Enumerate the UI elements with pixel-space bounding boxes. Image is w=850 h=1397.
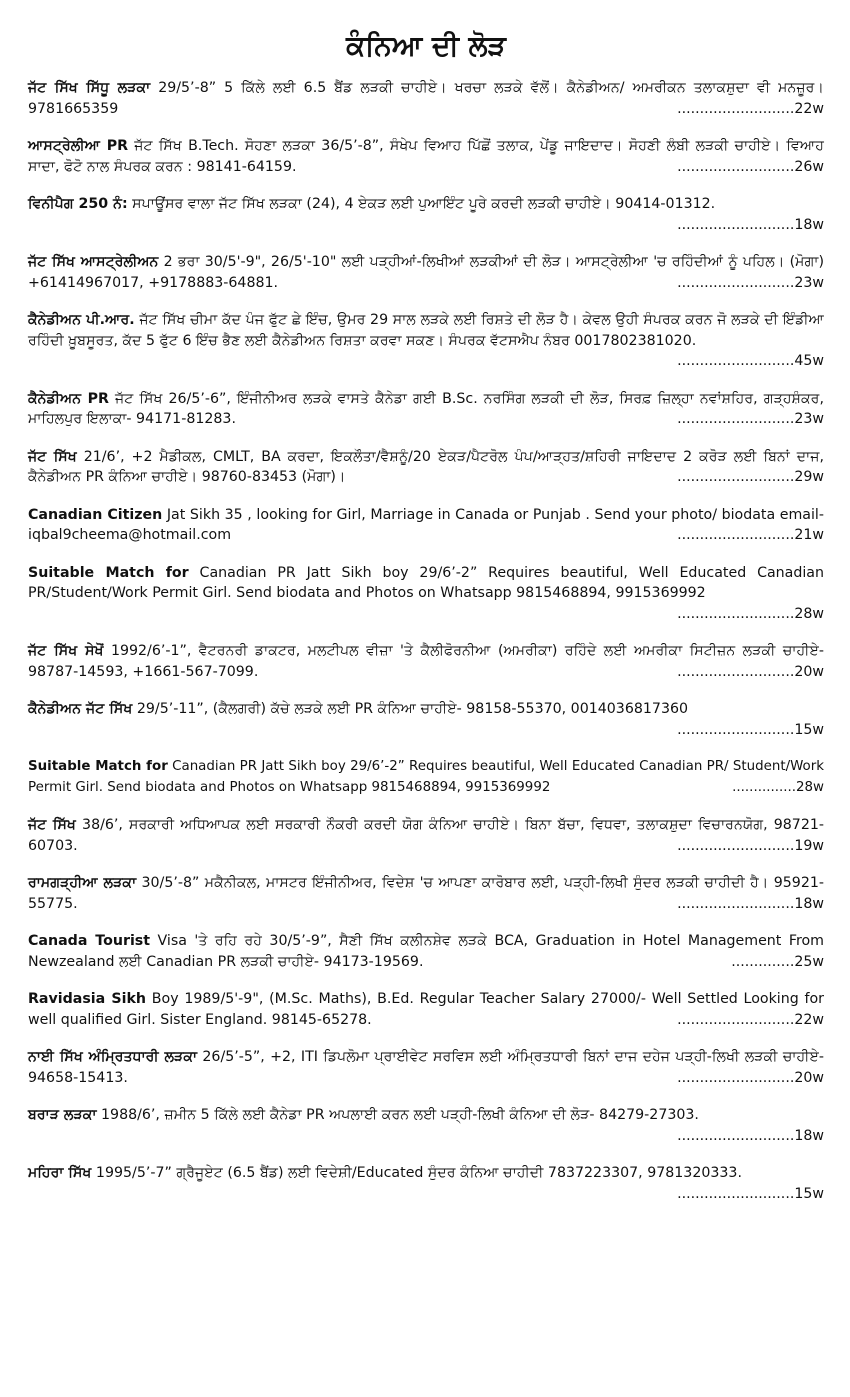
ad-lead: ਜੱਟ ਸਿੱਖ ਸੇਖੋਂ [28, 643, 104, 659]
ad-item [28, 78, 824, 119]
ad-lead: ਬਰਾੜ ਲੜਕਾ [28, 1107, 97, 1123]
ad-text: 1988/6’, ਜ਼ਮੀਨ 5 ਕਿੱਲੇ ਲਈ ਕੈਨੇਡਾ PR ਅਪਲਾਈ ਕਰਨ ਲਈ ਪੜ੍ਹੀ-ਲਿਖੀ ਕੰਨਿਆ ਦੀ ਲੋੜ- 84279-27303. [96, 1107, 699, 1123]
ad-code: ..........................21w [677, 527, 824, 543]
ad-item [28, 873, 824, 914]
ad-code: ..........................20w [677, 1069, 824, 1086]
ad-text: Canadian PR Jatt Sikh boy 29/6’-2” Requires beautiful, Well Educated Canadian PR/Student/Work Permit Girl. Send biodata and Photos on Whatsapp 9815468894, 9915369992 [28, 564, 824, 601]
ad-lead: ਵਿਨੀਪੈਗ 250 ਨੰ: [28, 196, 128, 212]
ad-item [28, 447, 824, 488]
ad-lead: ਜੱਟ ਸਿੱਖ [28, 817, 76, 833]
ad-text: Boy 1989/5'-9", (M.Sc. Maths), B.Ed. Regular Teacher Salary 27000/- Well Settled Looking for well qualified Girl. Sister England. 98145-65278. [28, 991, 824, 1028]
ad-code: ..........................28w [677, 605, 824, 622]
ad-code: ..........................19w [677, 837, 824, 854]
ad-text: Canadian PR Jatt Sikh boy 29/6’-2” Requires beautiful, Well Educated Canadian PR/ Student/Work Permit Girl. Send biodata and Photos on Whatsapp 9815468894, 9915369992 [28, 759, 824, 795]
ad-text: 26/5’-5”, +2, ITI ਡਿਪਲੋਮਾ ਪ੍ਰਾਈਵੇਟ ਸਰਵਿਸ ਲਈ ਅੰਮ੍ਰਿਤਧਾਰੀ ਬਿਨਾਂ ਦਾਜ ਦਹੇਜ ਪੜ੍ਹੀ-ਲਿਖੀ ਲੜਕੀ ਚਾਹੀਏ- 94658-15413. [28, 1049, 824, 1086]
ad-text: ਜੱਟ ਸਿੱਖ B.Tech. ਸੋਹਣਾ ਲੜਕਾ 36/5’-8”, ਸੰਖੇਪ ਵਿਆਹ ਪਿੱਛੋਂ ਤਲਾਕ, ਪੇਂਡੂ ਜਾਇਦਾਦ। ਸੋਹਣੀ ਲੰਬੀ ਲੜਕੀ ਚਾਹੀਏ। ਵਿਆਹ ਸਾਦਾ, ਫੋਟੋ ਨਾਲ ਸੰਪਰਕ ਕਰਨ : 98141-64159. [28, 138, 824, 175]
ad-text: ਜੱਟ ਸਿੱਖ 26/5’-6”, ਇੰਜੀਨੀਅਰ ਲੜਕੇ ਵਾਸਤੇ ਕੈਨੇਡਾ ਗਈ B.Sc. ਨਰਸਿੰਗ ਲੜਕੀ ਦੀ ਲੋੜ, ਸਿਰਫ਼ ਜ਼ਿਲ੍ਹਾ ਨਵਾਂਸ਼ਹਿਰ, ਗੜ੍ਹਸ਼ੰਕਰ, ਮਾਹਿਲਪੁਰ ਇਲਾਕਾ- 94171-81283. [28, 390, 824, 427]
ad-item [28, 563, 824, 625]
ad-lead: ਮਹਿਰਾ ਸਿੱਖ [28, 1165, 92, 1181]
ad-text: 30/5’-8” ਮਕੈਨੀਕਲ, ਮਾਸਟਰ ਇੰਜੀਨੀਅਰ, ਵਿਦੇਸ਼ 'ਚ ਆਪਣਾ ਕਾਰੋਬਾਰ ਲਈ, ਪੜ੍ਹੀ-ਲਿਖੀ ਸੁੰਦਰ ਲੜਕੀ ਚਾਹੀਦੀ ਹੈ। 95921-55775. [28, 875, 824, 912]
ad-code: ..........................45w [677, 353, 824, 369]
ad-list [28, 78, 824, 1204]
ad-code: ..........................15w [677, 1185, 824, 1202]
ad-code: ..........................18w [677, 216, 824, 233]
ad-lead: ਨਾਈ ਸਿੱਖ ਅੰਮ੍ਰਿਤਧਾਰੀ ਲੜਕਾ [28, 1049, 198, 1065]
ad-lead: Suitable Match for [28, 564, 189, 581]
ad-text: 2 ਭਰਾ 30/5'-9", 26/5'-10" ਲਈ ਪੜ੍ਹੀਆਂ-ਲਿਖੀਆਂ ਲੜਕੀਆਂ ਦੀ ਲੋੜ। ਆਸਟ੍ਰੇਲੀਆ 'ਚ ਰਹਿੰਦੀਆਂ ਨੂੰ ਪਹਿਲ। (ਮੋਗਾ) +61414967017, +9178883-64881. [28, 254, 824, 291]
ad-text: Jat Sikh 35 , looking for Girl, Marriage in Canada or Punjab . Send your photo/ biodata email- iqbal9cheema@hotmail.com [28, 506, 824, 543]
ad-item [28, 989, 824, 1030]
ad-code: ..........................23w [677, 411, 824, 427]
ad-lead: Ravidasia Sikh [28, 991, 147, 1007]
ad-code: ...............28w [732, 779, 824, 795]
ad-code: ..........................26w [677, 158, 824, 175]
ad-item [28, 1163, 824, 1204]
ad-code: ..............25w [731, 953, 824, 970]
ad-item [28, 136, 824, 177]
ad-lead: ਕੈਨੇਡੀਅਨ ਜੱਟ ਸਿੱਖ [28, 701, 133, 717]
ad-text: 1992/6’-1”, ਵੈਟਰਨਰੀ ਡਾਕਟਰ, ਮਲਟੀਪਲ ਵੀਜ਼ਾ 'ਤੇ ਕੈਲੀਫੋਰਨੀਆ (ਅਮਰੀਕਾ) ਰਹਿੰਦੇ ਲਈ ਅਮਰੀਕਾ ਸਿਟੀਜ਼ਨ ਲੜਕੀ ਚਾਹੀਏ- 98787-14593, +1661-567-7099. [28, 643, 824, 680]
ad-code: ..........................15w [677, 721, 824, 738]
ad-item [28, 699, 824, 740]
ad-item [28, 194, 824, 235]
ad-lead: ਜੱਟ ਸਿੱਖ [28, 448, 77, 465]
ad-text: 29/5’-8” 5 ਕਿੱਲੇ ਲਈ 6.5 ਬੈਂਡ ਲੜਕੀ ਚਾਹੀਏ। ਖਰਚਾ ਲੜਕੇ ਵੱਲੋਂ। ਕੈਨੇਡੀਅਨ/ ਅਮਰੀਕਨ ਤਲਾਕਸ਼ੁਦਾ ਵੀ ਮਨਜ਼ੂਰ। 9781665359 [28, 80, 824, 117]
page-title: ਕੰਨਿਆ ਦੀ ਲੋੜ [346, 29, 506, 62]
ad-code: ..........................29w [677, 469, 824, 485]
ad-lead: ਜੱਟ ਸਿੱਖ ਆਸਟ੍ਰੇਲੀਅਨ [28, 254, 159, 270]
ad-text: 29/5’-11”, (ਕੈਲਗਰੀ) ਕੱਚੇ ਲੜਕੇ ਲਈ PR ਕੰਨਿਆ ਚਾਹੀਏ- 98158-55370, 0014036817360 [132, 701, 689, 717]
ad-code: ..........................18w [677, 895, 824, 912]
ad-text: 21/6’, +2 ਮੈਡੀਕਲ, CMLT, BA ਕਰਦਾ, ਇਕਲੌਤਾ/ਵੈਸ਼ਨੂੰ/20 ਏਕੜ/ਪੈਟਰੋਲ ਪੰਪ/ਆੜ੍ਹਤ/ਸ਼ਹਿਰੀ ਜਾਇਦਾਦ 2 ਕਰੋੜ ਲਈ ਬਿਨਾਂ ਦਾਜ, ਕੈਨੇਡੀਅਨ PR ਕੰਨਿਆ ਚਾਹੀਏ। 98760-83453 (ਮੋਗਾ)। [28, 448, 824, 485]
ad-item [28, 310, 824, 372]
ad-item [28, 931, 824, 972]
ad-item [28, 252, 824, 293]
ad-code: ..........................18w [677, 1127, 824, 1144]
ad-text: ਸਪਾਊਂਸਰ ਵਾਲਾ ਜੱਟ ਸਿੱਖ ਲੜਕਾ (24), 4 ਏਕੜ ਲਈ ਪੁਆਇੰਟ ਪੂਰੇ ਕਰਦੀ ਲੜਕੀ ਚਾਹੀਏ। 90414-01312. [127, 196, 716, 212]
ad-lead: ਜੱਟ ਸਿੱਖ ਸਿੱਧੂ ਲੜਕਾ [28, 80, 151, 96]
ad-item [28, 815, 824, 856]
ad-code: ..........................20w [677, 663, 824, 680]
ad-item [28, 1105, 824, 1146]
ad-item [28, 1047, 824, 1088]
ad-code: ..........................23w [677, 274, 824, 291]
ad-text: Visa 'ਤੇ ਰਹਿ ਰਹੇ 30/5’-9”, ਸੈਣੀ ਸਿੱਖ ਕਲੀਨਸ਼ੇਵ ਲੜਕੇ BCA, Graduation in Hotel Management From Newzealand ਲਈ Canadian PR ਲੜਕੀ ਚਾਹੀਏ- 94173-19569. [28, 933, 824, 970]
ad-lead: Canada Tourist [28, 933, 151, 949]
ad-lead: Suitable Match for [28, 759, 168, 774]
ad-item [28, 389, 824, 430]
ad-lead: ਕੈਨੇਡੀਅਨ ਪੀ.ਆਰ. [28, 312, 135, 328]
ad-lead: ਰਾਮਗੜ੍ਹੀਆ ਲੜਕਾ [28, 875, 137, 891]
ad-item [28, 757, 824, 798]
ad-text: 1995/5’-7” ਗ੍ਰੈਜੂਏਟ (6.5 ਬੈਂਡ) ਲਈ ਵਿਦੇਸ਼ੀ/Educated ਸੁੰਦਰ ਕੰਨਿਆ ਚਾਹੀਦੀ 7837223307, 9781320333. [91, 1165, 742, 1181]
ad-lead: Canadian Citizen [28, 506, 163, 523]
ad-code: ..........................22w [677, 1011, 824, 1028]
ad-text: 38/6’, ਸਰਕਾਰੀ ਅਧਿਆਪਕ ਲਈ ਸਰਕਾਰੀ ਨੌਕਰੀ ਕਰਦੀ ਯੋਗ ਕੰਨਿਆ ਚਾਹੀਏ। ਬਿਨਾ ਬੱਚਾ, ਵਿਧਵਾ, ਤਲਾਕਸ਼ੁਦਾ ਵਿਚਾਰਨਯੋਗ, 98721-60703. [28, 817, 824, 854]
ad-item [28, 505, 824, 546]
ad-item [28, 641, 824, 682]
ad-code: ..........................22w [677, 100, 824, 117]
ad-lead: ਆਸਟ੍ਰੇਲੀਆ PR [28, 138, 129, 154]
ad-lead: ਕੈਨੇਡੀਅਨ PR [28, 390, 109, 407]
ad-text: ਜੱਟ ਸਿੱਖ ਚੀਮਾ ਕੱਦ ਪੰਜ ਫੁੱਟ ਛੇ ਇੰਚ, ਉਮਰ 29 ਸਾਲ ਲੜਕੇ ਲਈ ਰਿਸ਼ਤੇ ਦੀ ਲੋੜ ਹੈ। ਕੇਵਲ ਉਹੀ ਸੰਪਰਕ ਕਰਨ ਜੋ ਲੜਕੇ ਦੀ ਇੰਡੀਆ ਰਹਿੰਦੀ ਖ਼ੂਬਸੂਰਤ, ਕੱਦ 5 ਫੁੱਟ 6 ਇੰਚ ਭੈਣ ਲਈ ਕੈਨੇਡੀਅਨ ਰਿਸ਼ਤਾ ਕਰਵਾ ਸਕਣ। ਸੰਪਰਕ ਵੱਟਸਐਪ ਨੰਬਰ 0017802381020. [28, 312, 824, 349]
